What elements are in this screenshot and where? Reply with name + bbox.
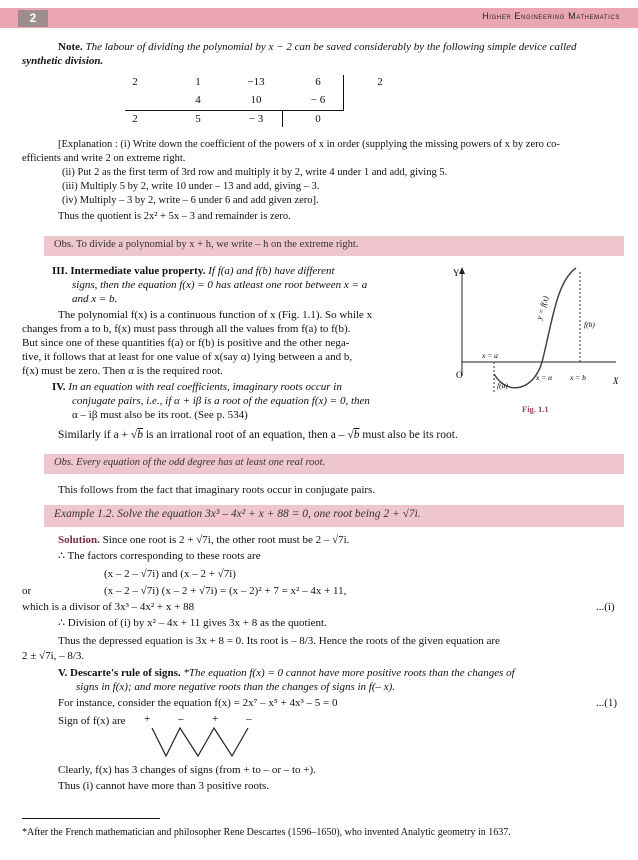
ivp-p3: But since one of these quantities f(a) or f(b) is positive and the other nega- — [22, 337, 350, 349]
figure-1-1 — [448, 262, 628, 422]
sign-2: – — [178, 713, 184, 725]
table-cell: −13 — [247, 76, 265, 88]
book-title: Higher Engineering Mathematics — [482, 11, 620, 21]
table-rule — [125, 110, 343, 111]
irrational-line: Similarly if a + √b is an irrational root of an equation, then a – √b must also be its root. — [58, 429, 458, 441]
ivp-line1: III. Intermediate value property. If f(a) and f(b) have different — [52, 265, 335, 277]
descartes-heading: V. Descarte's rule of signs. — [58, 667, 181, 679]
x-b-label: x = b — [570, 373, 586, 382]
obs-2-follow: This follows from the fact that imaginary roots occur in conjugate pairs. — [58, 484, 376, 496]
table-divisor: 2 — [377, 76, 383, 88]
ivp-p5: f(x) must be zero. Then α is the required root. — [22, 365, 223, 377]
sign-3: + — [212, 713, 219, 725]
fb-label: f(b) — [584, 320, 595, 329]
ivp-line2: signs, then the equation f(x) = 0 has atleast one root between x = a — [72, 279, 368, 291]
ivp-heading: III. Intermediate value property. — [52, 265, 206, 277]
descartes-line4: Clearly, f(x) has 3 changes of signs (from + to – or – to +). — [58, 764, 316, 776]
equation-ref-1: ...(1) — [596, 697, 618, 709]
ivp-p1: The polynomial f(x) is a continuous function of x (Fig. 1.1). So while x — [58, 309, 373, 321]
y-axis-arrow — [459, 267, 465, 274]
sign-4: – — [246, 713, 252, 725]
descartes-line2: signs in f(x); and more negative roots than the changes of signs in f(– x). — [76, 681, 396, 693]
equation-ref-i: ...(i) — [596, 601, 615, 613]
obs-1-text: Obs. To divide a polynomial by x + h, we write – h on the extreme right. — [54, 239, 359, 250]
curve-label: y = f(x) — [534, 294, 551, 321]
solution-or: or — [22, 585, 32, 597]
solution-line8: 2 ± √7i, – 8/3. — [22, 650, 85, 662]
note-line2: synthetic division. — [22, 55, 104, 67]
table-cell: − 3 — [248, 113, 264, 125]
remainder-divider — [282, 110, 283, 127]
explanation-line5: (iv) Multiply – 3 by 2, write – 6 under 6 and add given zero]. — [62, 195, 319, 206]
solution-line7: Thus the depressed equation is 3x + 8 = 0. Its root is – 8/3. Hence the roots of the given equation are — [58, 635, 500, 647]
figure-caption: Fig. 1.1 — [522, 404, 549, 414]
solution-line3: (x – 2 – √7i) and (x – 2 + √7i) — [104, 568, 236, 580]
table-cell: 4 — [195, 94, 201, 106]
sqrt-b: √b — [130, 429, 143, 441]
ivp-p2: changes from a to b, f(x) must pass through all the values from f(a) to f(b). — [22, 323, 351, 335]
table-cell: 6 — [315, 76, 321, 88]
solution-line6: ∴ Division of (i) by x² – 4x + 11 gives 3x + 8 as the quotient. — [58, 617, 327, 629]
descartes-line1: V. Descarte's rule of signs. *The equation f(x) = 0 cannot have more positive roots than the changes of — [58, 667, 515, 679]
signs-label: Sign of f(x) are — [58, 715, 126, 727]
sqrt-b: √b — [347, 429, 360, 441]
table-cell: 10 — [250, 94, 262, 106]
y-axis-label: Y — [453, 268, 460, 278]
solution-line1: Solution. Since one root is 2 + √7i, the other root must be 2 – √7i. — [58, 534, 350, 546]
obs-band-2 — [44, 454, 624, 474]
explanation-line6: Thus the quotient is 2x² + 5x – 3 and remainder is zero. — [58, 211, 291, 222]
footnote-rule — [22, 818, 160, 819]
table-cell: 0 — [315, 113, 321, 125]
table-divider — [343, 75, 344, 111]
table-cell: 5 — [195, 113, 201, 125]
solution-line4: (x – 2 – √7i) (x – 2 + √7i) = (x – 2)² + 7 = x² – 4x + 11, — [104, 585, 347, 597]
table-cell: 2 — [132, 76, 138, 88]
complex-line1: IV. In an equation with real coefficients, imaginary roots occur in — [52, 381, 342, 393]
x-axis-label: X — [613, 376, 619, 386]
example-band — [44, 505, 624, 527]
sign-1: + — [144, 713, 151, 725]
solution-label: Solution. — [58, 534, 100, 546]
descartes-line5: Thus (i) cannot have more than 3 positive roots. — [58, 780, 270, 792]
origin-label: O — [456, 370, 463, 380]
solution-line5: which is a divisor of 3x³ – 4x² + x + 88 — [22, 601, 195, 613]
page-number: 2 — [18, 10, 48, 27]
obs-band-1 — [44, 236, 624, 256]
complex-heading: IV. — [52, 381, 66, 393]
x-alpha-label: x = α — [536, 373, 553, 382]
complex-line3: α – iβ must also be its root. (See p. 534) — [72, 409, 248, 421]
ivp-line3: and x = b. — [72, 293, 118, 305]
explanation-line2: efficients and write 2 on extreme right. — [22, 153, 186, 164]
note-line1 — [58, 40, 628, 54]
sign-changes-diagram — [140, 712, 260, 762]
example-text: Example 1.2. Solve the equation 3x³ – 4x² + x + 88 = 0, one root being 2 + √7i. — [54, 508, 421, 520]
sign-change-zigzag — [152, 728, 248, 756]
obs-2-text: Obs. Every equation of the odd degree has at least one real root. — [54, 457, 326, 468]
table-cell: 2 — [132, 113, 138, 125]
descartes-line3: For instance, consider the equation f(x) = 2x⁷ – x⁵ + 4x³ – 5 = 0 — [58, 697, 338, 709]
fa-label: f(a) — [497, 381, 508, 390]
explanation-line3: (ii) Put 2 as the first term of 3rd row and multiply it by 2, write 4 under 1 and add, giving 5. — [62, 167, 448, 178]
ivp-p4: tive, it follows that at least for one value of x(say α) lying between a and b, — [22, 351, 353, 363]
footnote: *After the French mathematician and philosopher Rene Descartes (1596–1650), who invented Analytic geometry in 1637. — [22, 827, 511, 838]
explanation-line4: (iii) Multiply 5 by 2, write 10 under – 13 and add, giving – 3. — [62, 181, 320, 192]
curve-y-fx — [494, 268, 576, 388]
note-label: Note. — [58, 41, 83, 53]
complex-line2: conjugate pairs, i.e., if α + iβ is a root of the equation f(x) = 0, then — [72, 395, 370, 407]
solution-line2: ∴ The factors corresponding to these roots are — [58, 550, 261, 562]
table-cell: − 6 — [310, 94, 326, 106]
x-a-top-label: x = a — [482, 351, 498, 360]
note-text: The labour of dividing the polynomial by x − 2 can be saved considerably by the following simple device called — [85, 41, 577, 53]
explanation-line1: [Explanation : (i) Write down the coefficient of the powers of x in order (supplying the missing powers of x by zero co- — [58, 139, 560, 150]
table-cell: 1 — [195, 76, 201, 88]
